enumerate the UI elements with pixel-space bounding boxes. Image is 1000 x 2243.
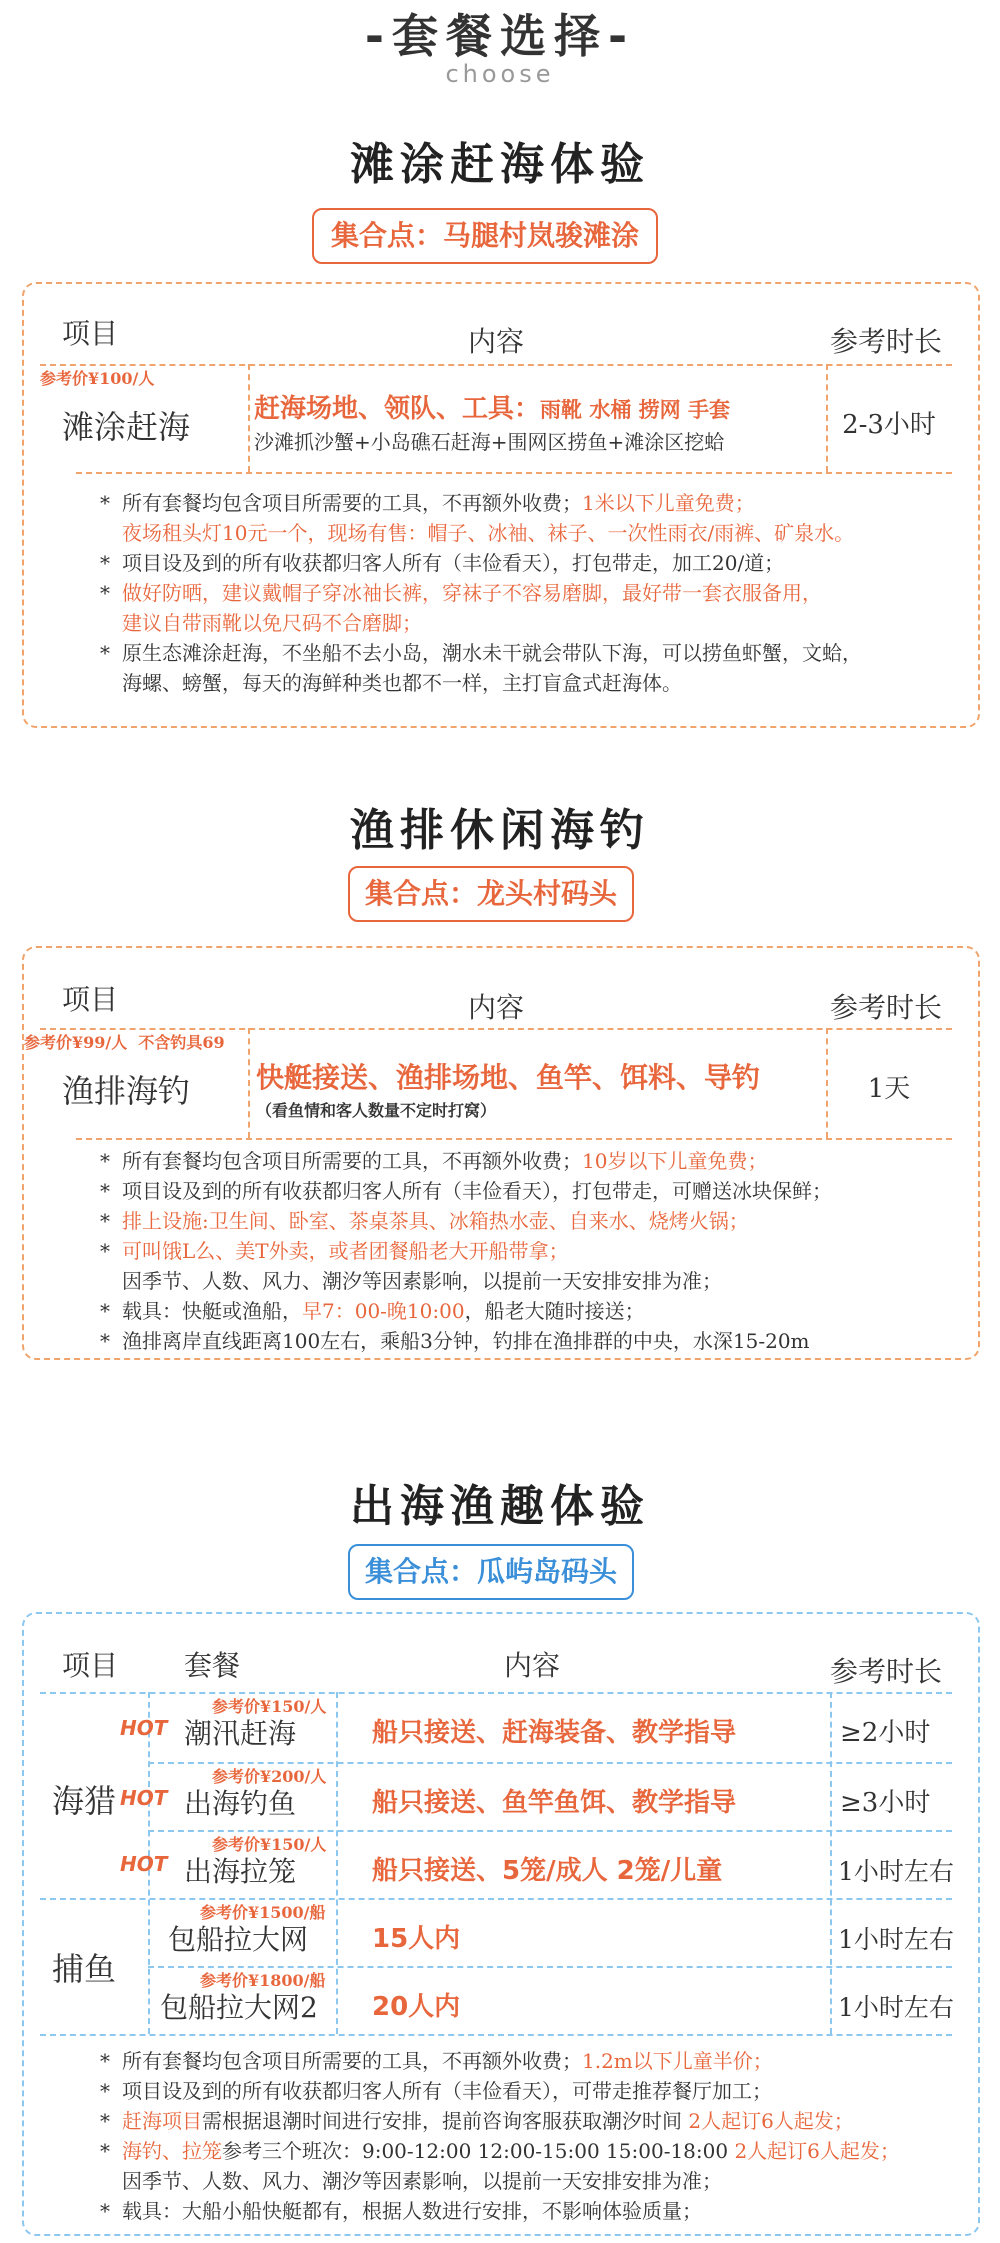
- note-line: * 原生态滩涂赶海，不坐船不去小岛，潮水未干就会带队下海，可以捞鱼虾蟹，文蛤，: [100, 641, 862, 665]
- group-hunt: 海猎: [52, 1782, 117, 1820]
- price-label: 参考价¥150/人: [212, 1697, 327, 1716]
- hot-badge: HOT: [120, 1852, 168, 1876]
- content-lead-tools: 雨靴 水桶 捞网 手套: [540, 397, 730, 422]
- note-segment: 早7：00-晚10:00: [302, 1299, 465, 1323]
- hot-badge: HOT: [120, 1786, 168, 1810]
- row-divider: [40, 1692, 952, 1694]
- note-segment: 做好防晒，建议戴帽子穿冰袖长裤，穿袜子不容易磨脚，最好带一套衣服备用，: [122, 581, 822, 605]
- note-segment: 所有套餐均包含项目所需要的工具，不再额外收费；: [122, 1149, 582, 1173]
- note-segment: 因季节、人数、风力、潮汐等因素影响，以提前一天安排安排为准；: [122, 1269, 722, 1293]
- package-name: 出海拉笼: [184, 1855, 297, 1888]
- package-name: 包船拉大网2: [160, 1991, 318, 2024]
- note-line: * 项目设及到的所有收获都归客人所有（丰俭看天），可带走推荐餐厅加工；: [100, 2079, 772, 2103]
- section-title-3: 出海渔趣体验: [350, 1481, 650, 1532]
- package-content: 20人内: [372, 1992, 461, 2022]
- package-content: 15人内: [372, 1924, 461, 1954]
- note-segment: 2人起订6人起发；: [688, 2109, 854, 2133]
- duration: 1小时左右: [838, 1925, 954, 1954]
- price-label: 参考价¥150/人: [212, 1835, 327, 1854]
- note-segment: 所有套餐均包含项目所需要的工具，不再额外收费；: [122, 491, 582, 515]
- price-label: [24, 1030, 225, 1053]
- th-duration: 参考时长: [830, 991, 943, 1024]
- note-segment: 原生态滩涂赶海，不坐船不去小岛，潮水未干就会带队下海，可以捞鱼虾蟹，文蛤，: [122, 641, 862, 665]
- note-segment: 海钓、拉笼: [122, 2139, 222, 2163]
- content-sub: 沙滩抓沙蟹+小岛礁石赶海+围网区捞鱼+滩涂区挖蛤: [254, 430, 725, 454]
- note-segment: 载具：大船小船快艇都有，根据人数进行安排，不影响体验质量；: [122, 2199, 702, 2223]
- note-line: * 赶海项目需根据退潮时间进行安排，提前咨询客服获取潮汐时间 2人起订6人起发；: [100, 2109, 854, 2133]
- note-segment: 10岁以下儿童免费；: [582, 1149, 768, 1173]
- duration: 2-3小时: [842, 410, 936, 440]
- note-line: [100, 518, 960, 548]
- note-segment: 需根据退潮时间进行安排，提前咨询客服获取潮汐时间: [202, 2109, 689, 2133]
- row-divider: [40, 1898, 952, 1900]
- note-segment: 赶海项目: [122, 2109, 202, 2133]
- col-divider: [830, 1692, 832, 2034]
- notes-3: [100, 2046, 970, 2226]
- note-segment: 所有套餐均包含项目所需要的工具，不再额外收费；: [122, 2049, 582, 2073]
- content-lead: 赶海场地、领队、工具：: [254, 394, 541, 424]
- th-item: 项目: [62, 317, 119, 350]
- th-duration: 参考时长: [830, 1655, 943, 1688]
- notes-1: [100, 488, 960, 698]
- row-divider: [40, 2034, 952, 2036]
- price-label: 参考价¥1500/船: [200, 1903, 326, 1922]
- note-segment: 1米以下儿童免费；: [582, 491, 755, 515]
- note-segment: 海螺、螃蟹，每天的海鲜种类也都不一样，主打盲盒式赶海体。: [122, 671, 682, 695]
- note-line: [100, 1266, 960, 1296]
- price-label: 参考价¥200/人: [212, 1767, 327, 1786]
- duration: 1天: [867, 1074, 911, 1104]
- col-divider: [336, 1692, 338, 2034]
- th-package: 套餐: [184, 1649, 241, 1682]
- item-name: 渔排海钓: [62, 1072, 191, 1110]
- duration: ≥3小时: [840, 1788, 931, 1818]
- note-line: * 海钓、拉笼参考三个班次：9:00-12:00 12:00-15:00 15:00-18:00 2人起订6人起发；: [100, 2139, 900, 2163]
- note-segment: 夜场租头灯10元一个，现场有售：帽子、冰袖、袜子、一次性雨衣/雨裤、矿泉水。: [122, 521, 855, 545]
- row-divider: [76, 1138, 952, 1140]
- meeting-point-1: 集合点：马腿村岚骏滩涂: [312, 208, 658, 264]
- note-line: [100, 2166, 970, 2196]
- note-line: * 所有套餐均包含项目所需要的工具，不再额外收费；1.2m以下儿童半价；: [100, 2049, 773, 2073]
- note-segment: ，船老大随时接送；: [464, 1299, 645, 1323]
- th-duration: 参考时长: [830, 325, 943, 358]
- section-title-1: 滩涂赶海体验: [350, 139, 650, 190]
- hot-badge: HOT: [120, 1716, 168, 1740]
- note-line: [100, 668, 960, 698]
- package-content: 船只接送、鱼竿鱼饵、教学指导: [372, 1788, 737, 1818]
- note-segment: 建议自带雨靴以免尺码不合磨脚；: [122, 611, 422, 635]
- note-line: * 排上设施:卫生间、卧室、茶桌茶具、冰箱热水壶、自来水、烧烤火锅；: [100, 1209, 749, 1233]
- duration: 1小时左右: [838, 1857, 954, 1886]
- meeting-point-3: 集合点：瓜屿岛码头: [348, 1544, 634, 1600]
- th-content: 内容: [468, 991, 525, 1024]
- note-segment: 项目设及到的所有收获都归客人所有（丰俭看天），可带走推荐餐厅加工；: [122, 2079, 772, 2103]
- note-segment: 项目设及到的所有收获都归客人所有（丰俭看天），打包带走，可赠送冰块保鲜；: [122, 1179, 832, 1203]
- th-content: 内容: [504, 1649, 561, 1682]
- package-name: 包船拉大网: [168, 1923, 309, 1956]
- duration: ≥2小时: [840, 1718, 931, 1748]
- note-line: * 可叫饿L么、美T外卖，或者团餐船老大开船带拿；: [100, 1239, 569, 1263]
- note-line: * 所有套餐均包含项目所需要的工具，不再额外收费；1米以下儿童免费；: [100, 491, 755, 515]
- package-name: 潮汛赶海: [184, 1717, 297, 1750]
- note-segment: 1.2m以下儿童半价；: [582, 2049, 773, 2073]
- section-title-2: 渔排休闲海钓: [350, 805, 650, 856]
- th-item: 项目: [62, 983, 119, 1016]
- price-label: 参考价¥1800/船: [200, 1971, 326, 1990]
- col-divider: [248, 364, 250, 472]
- note-segment: 可叫饿L么、美T外卖，或者团餐船老大开船带拿；: [122, 1239, 569, 1263]
- row-divider: [40, 364, 952, 366]
- notes-2: [100, 1146, 960, 1356]
- package-name: 出海钓鱼: [184, 1787, 297, 1820]
- content-sub: （看鱼情和客人数量不定时打窝）: [256, 1101, 497, 1120]
- note-segment: 参考三个班次：9:00-12:00 12:00-15:00 15:00-18:00: [222, 2139, 735, 2163]
- note-line: * 项目设及到的所有收获都归客人所有（丰俭看天），打包带走，加工20/道；: [100, 551, 785, 575]
- content-lead: 快艇接送、渔排场地、鱼竿、饵料、导钓: [256, 1061, 761, 1094]
- note-line: * 所有套餐均包含项目所需要的工具，不再额外收费；10岁以下儿童免费；: [100, 1149, 768, 1173]
- package-content: 船只接送、赶海装备、教学指导: [372, 1718, 737, 1748]
- price-label: 参考价¥100/人: [40, 369, 155, 388]
- meeting-point-2: 集合点：龙头村码头: [348, 866, 634, 922]
- group-fishing: 捕鱼: [52, 1950, 117, 1988]
- note-line: [100, 608, 960, 638]
- row-divider: [76, 472, 952, 474]
- note-line: * 载具：快艇或渔船，早7：00-晚10:00，船老大随时接送；: [100, 1299, 645, 1323]
- note-segment: 2人起订6人起发；: [734, 2139, 900, 2163]
- note-segment: 排上设施:卫生间、卧室、茶桌茶具、冰箱热水壶、自来水、烧烤火锅；: [122, 1209, 749, 1233]
- content-lead-row: [254, 388, 824, 425]
- col-divider: [248, 1028, 250, 1138]
- note-segment: 项目设及到的所有收获都归客人所有（丰俭看天），打包带走，加工20/道；: [122, 551, 785, 575]
- note-segment: 渔排离岸直线距离100左右，乘船3分钟，钓排在渔排群的中央，水深15-20m: [122, 1329, 810, 1353]
- th-item: 项目: [62, 1649, 119, 1682]
- note-segment: 因季节、人数、风力、潮汐等因素影响，以提前一天安排安排为准；: [122, 2169, 722, 2193]
- item-name: 滩涂赶海: [62, 408, 191, 446]
- page-title: -套餐选择-: [364, 9, 636, 63]
- note-line: * 载具：大船小船快艇都有，根据人数进行安排，不影响体验质量；: [100, 2199, 702, 2223]
- duration: 1小时左右: [838, 1993, 954, 2022]
- note-line: * 做好防晒，建议戴帽子穿冰袖长裤，穿袜子不容易磨脚，最好带一套衣服备用，: [100, 581, 822, 605]
- note-line: * 渔排离岸直线距离100左右，乘船3分钟，钓排在渔排群的中央，水深15-20m: [100, 1329, 810, 1353]
- price-value: 参考价¥99/人: [24, 1033, 128, 1052]
- note-segment: 载具：快艇或渔船，: [122, 1299, 302, 1323]
- note-line: * 项目设及到的所有收获都归客人所有（丰俭看天），打包带走，可赠送冰块保鲜；: [100, 1179, 832, 1203]
- th-content: 内容: [468, 325, 525, 358]
- page-subtitle: choose: [445, 60, 555, 88]
- price-note: 不含钓具69: [138, 1033, 225, 1052]
- package-content: 船只接送、5笼/成人 2笼/儿童: [372, 1856, 723, 1886]
